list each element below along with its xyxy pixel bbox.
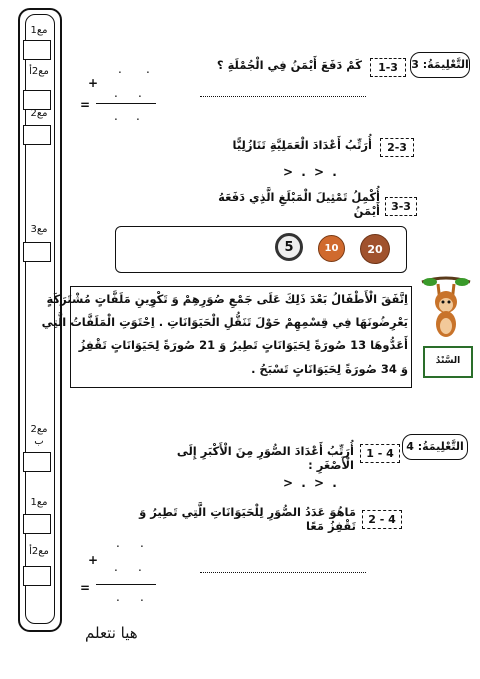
score-box[interactable] bbox=[23, 566, 51, 586]
coin-20: 20 bbox=[360, 234, 390, 264]
digit-dot: . bbox=[138, 86, 142, 100]
criterion-label: مع1 bbox=[30, 497, 48, 508]
criterion-label: مع2 bbox=[30, 108, 48, 119]
score-box[interactable] bbox=[23, 452, 51, 472]
question-text: أُرَتِّبُ أَعْدَادَ الصُّوَرِ مِنَ الْأَكْبَرِ إِلَى الْأَصْغَرِ : bbox=[176, 444, 354, 472]
digit-dot: . bbox=[116, 590, 120, 604]
digit-dot: . bbox=[140, 590, 144, 604]
coin-10: 10 bbox=[318, 235, 345, 262]
score-box[interactable] bbox=[23, 40, 51, 60]
task-4-label: التَّعْلِيمَةُ: 4 bbox=[402, 434, 468, 460]
digit-dot: . bbox=[146, 62, 150, 76]
criterion-label: مع2أ bbox=[29, 546, 49, 557]
digit-dot: . bbox=[114, 86, 118, 100]
equals-sign: = bbox=[80, 98, 91, 112]
digit-dot: . bbox=[140, 536, 144, 550]
criterion-label: مع1 bbox=[30, 25, 48, 36]
story-line: أَعَدُّوهَا 13 صُورَةً لِحَيَوَانَاتٍ تَطِيرُ وَ 21 صُورَةً لِحَيَوَانَاتٍ تَقْفِزُ bbox=[78, 338, 408, 352]
score-box[interactable] bbox=[23, 242, 51, 262]
question-text: أُرَتِّبُ أَعْدَادَ الْعَمَلِيَّةِ تَنَازُلِيًّا bbox=[232, 138, 372, 152]
coin-5: 5 bbox=[275, 233, 303, 261]
score-box[interactable] bbox=[23, 514, 51, 534]
sum-line bbox=[96, 584, 156, 585]
answer-line[interactable] bbox=[200, 96, 366, 97]
story-line: وَ 34 صُورَةً لِحَيَوَانَاتٍ تَسْبَحُ . bbox=[251, 362, 408, 376]
digit-dot: . bbox=[116, 536, 120, 550]
digit-dot: . bbox=[114, 109, 118, 123]
question-number: 2 - 4 bbox=[362, 510, 402, 529]
question-number: 2-3 bbox=[380, 138, 414, 157]
criterion-sublabel: ب bbox=[34, 436, 44, 447]
mascot-sign: السَّنْدُ bbox=[423, 346, 473, 378]
question-number: 3-3 bbox=[385, 197, 417, 216]
plus-sign: + bbox=[88, 76, 99, 90]
sum-line bbox=[96, 103, 156, 104]
story-line: يَعْرِضُونَهَا فِي قِسْمِهِمْ حَوْلَ تَنَقُّلِ الْحَيَوَانَاتِ . اِحْتَوَتِ الْمَلَفَّاتُ الَّتِي bbox=[41, 315, 408, 329]
score-box[interactable] bbox=[23, 125, 51, 145]
criterion-label: مع2أ bbox=[29, 66, 49, 77]
criterion-label: مع2 bbox=[30, 424, 48, 435]
question-text: أُكْمِلُ تَمْثِيلَ الْمَبْلَغِ الَّذِي دَفَعَهُ أَيْمَنُ bbox=[218, 190, 380, 218]
question-text: كَمْ دَفَعَ أَيْمَنُ فِي الْجُمْلَةِ ؟ bbox=[216, 58, 362, 72]
order-marks[interactable]: > . > . bbox=[283, 165, 339, 179]
answer-line[interactable] bbox=[200, 572, 366, 573]
story-line: اِتَّفَقَ الْأَطْفَالُ بَعْدَ ذَلِكَ عَلَى جَمْعِ صُوَرِهِمْ وَ تَكْوِينِ مَلَفَّاتٍ مُشْتَرَكَةٍ bbox=[46, 292, 408, 306]
question-text: مَاهُوَ عَدَدُ الصُّوَرِ لِلْحَيَوَانَاتِ الَّتِي تَطِيرُ وَ تَقْفِزُ مَعًا bbox=[139, 505, 356, 533]
plus-sign: + bbox=[88, 553, 99, 567]
footer-watermark: هيا نتعلم bbox=[85, 624, 138, 642]
order-marks[interactable]: > . > . bbox=[283, 476, 339, 490]
score-box[interactable] bbox=[23, 90, 51, 110]
question-number: 1-3 bbox=[370, 58, 406, 77]
task-3-label: التَّعْلِيمَةُ: 3 bbox=[410, 52, 470, 78]
equals-sign: = bbox=[80, 581, 91, 595]
digit-dot: . bbox=[136, 109, 140, 123]
digit-dot: . bbox=[118, 62, 122, 76]
digit-dot: . bbox=[138, 560, 142, 574]
criterion-label: مع3 bbox=[30, 224, 48, 235]
digit-dot: . bbox=[114, 560, 118, 574]
question-number: 1 - 4 bbox=[360, 444, 400, 463]
